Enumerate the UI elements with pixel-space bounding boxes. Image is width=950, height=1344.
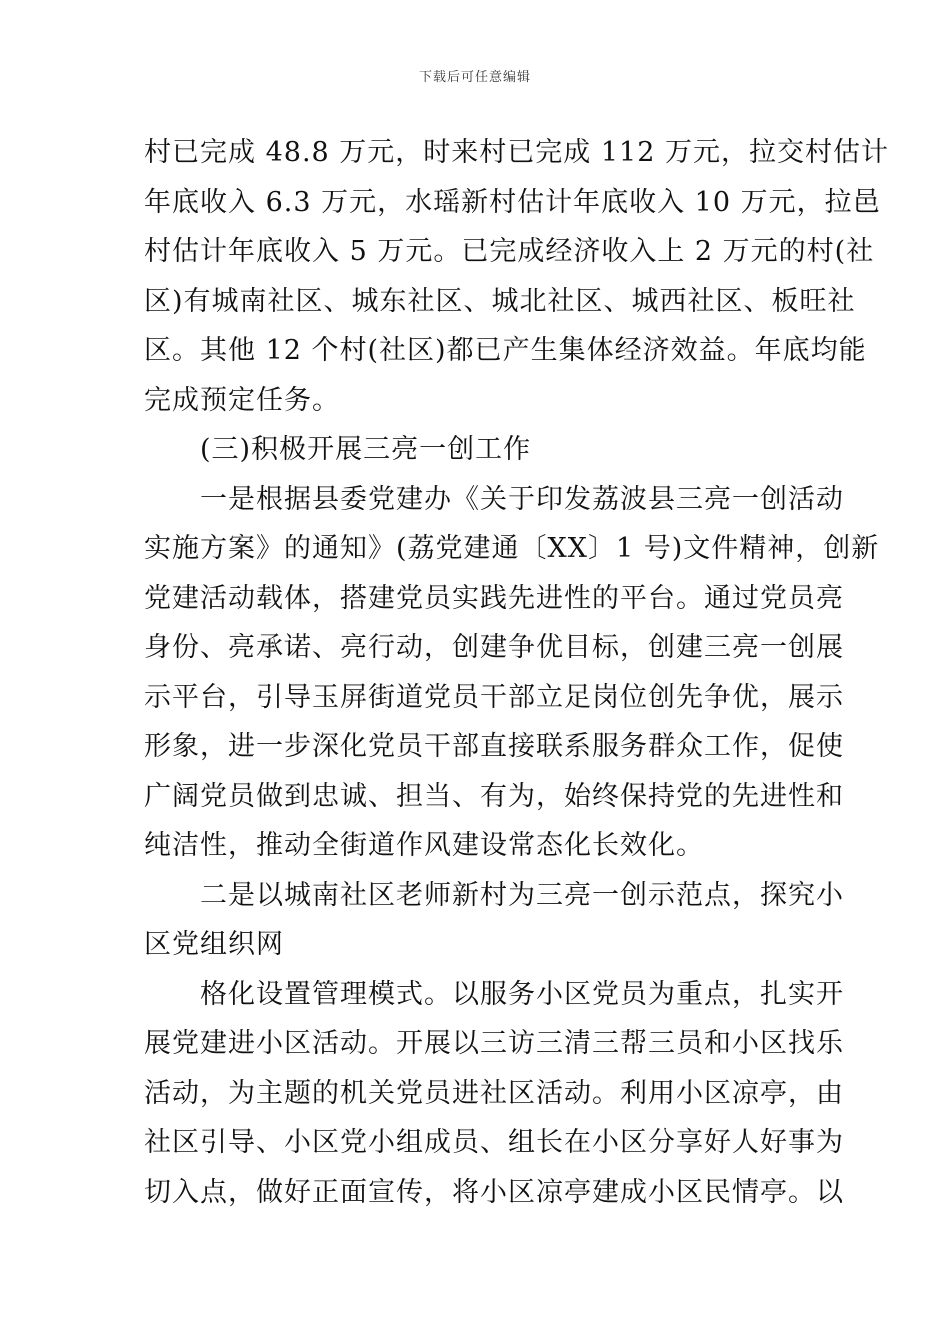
document-body [144, 128, 889, 1217]
text-line: 区)有城南社区、城东社区、城北社区、城西社区、板旺社 [144, 285, 856, 317]
text-line: 村已完成 48.8 万元，时来村已完成 112 万元，拉交村估计 [144, 137, 889, 168]
text-line: 村估计年底收入 5 万元。已完成经济收入上 2 万元的村(社 [144, 236, 875, 267]
text-line: 区党组织网 [144, 929, 284, 960]
text-line: 广阔党员做到忠诚、担当、有为，始终保持党的先进性和 [144, 780, 844, 812]
text-line: 社区引导、小区党小组成员、组长在小区分享好人好事为 [144, 1127, 844, 1158]
section-heading: (三)积极开展三亮一创工作 [200, 434, 532, 465]
page-header: 下载后可任意编辑 [418, 70, 531, 85]
text-line: 示平台，引导玉屏街道党员干部立足岗位创先争优，展示 [144, 681, 844, 713]
text-line: 实施方案》的通知》(荔党建通〔XX〕1 号)文件精神，创新 [144, 533, 880, 564]
text-line: 展党建进小区活动。开展以三访三清三帮三员和小区找乐 [144, 1028, 844, 1059]
text-line: 活动，为主题的机关党员进社区活动。利用小区凉亭，由 [144, 1077, 844, 1109]
paragraph-start: 格化设置管理模式。以服务小区党员为重点，扎实开 [200, 978, 844, 1010]
text-line: 身份、亮承诺、亮行动，创建争优目标，创建三亮一创展 [144, 632, 844, 663]
text-line: 形象，进一步深化党员干部直接联系服务群众工作，促使 [144, 731, 844, 762]
text-line: 年底收入 6.3 万元，水瑶新村估计年底收入 10 万元，拉邑 [144, 186, 881, 218]
text-line: 切入点，做好正面宣传，将小区凉亭建成小区民情亭。以 [144, 1176, 844, 1208]
paragraph-start: 一是根据县委党建办《关于印发荔波县三亮一创活动 [200, 483, 844, 515]
text-line: 区。其他 12 个村(社区)都已产生集体经济效益。年底均能 [144, 335, 867, 366]
text-line: 党建活动载体，搭建党员实践先进性的平台。通过党员亮 [144, 582, 844, 614]
text-line: 完成预定任务。 [144, 384, 340, 416]
paragraph-start: 二是以城南社区老师新村为三亮一创示范点，探究小 [200, 879, 844, 911]
text-line: 纯洁性，推动全街道作风建设常态化长效化。 [144, 830, 704, 861]
